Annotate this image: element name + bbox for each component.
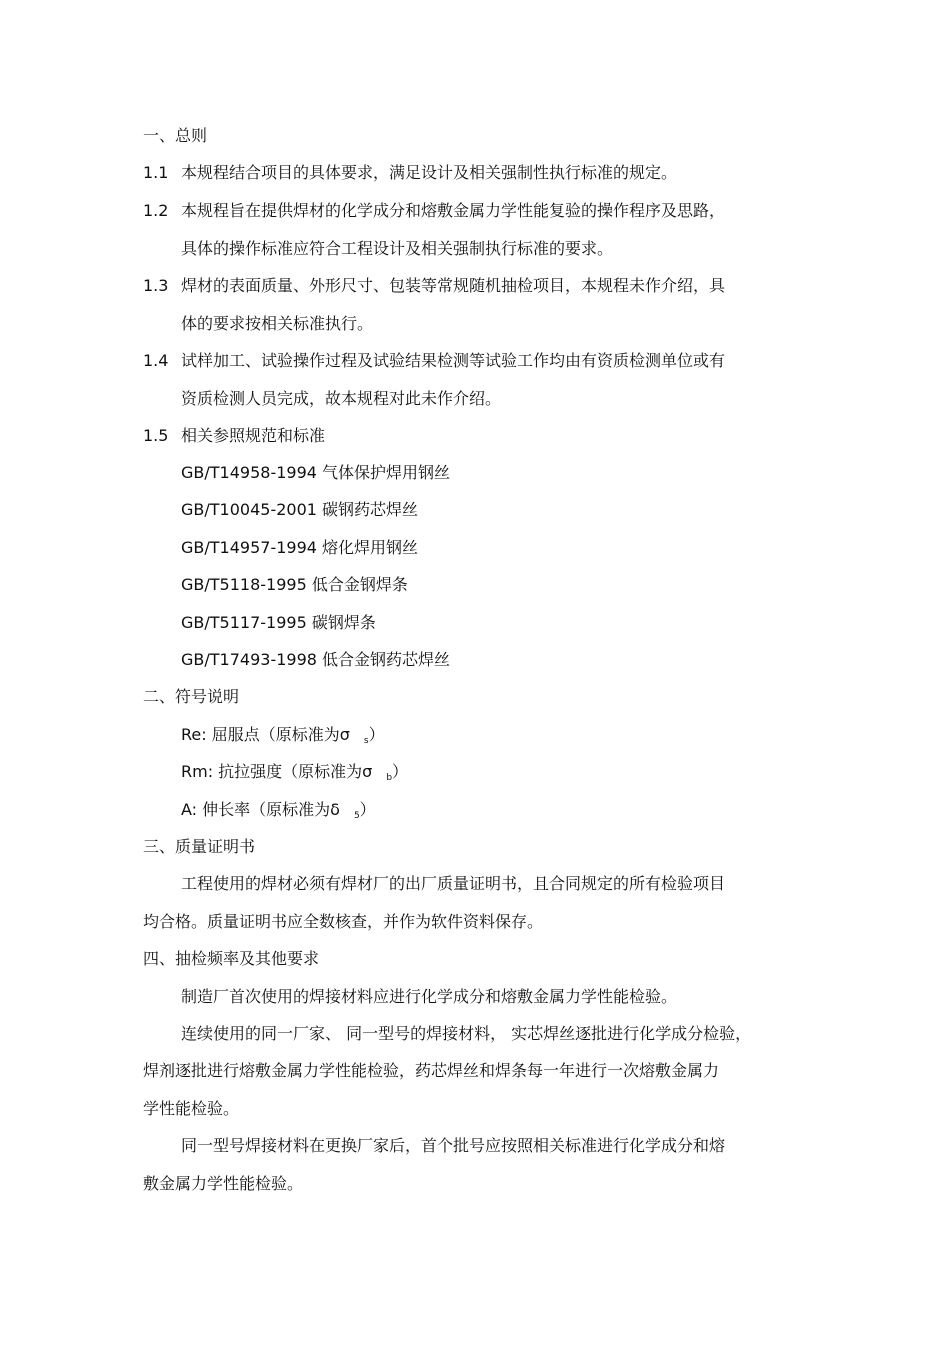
clause-1-2-number: 1.2	[143, 201, 169, 220]
symbol-re-subscript: s	[363, 736, 369, 746]
section-3-paragraph-line1: 工程使用的焊材必须有焊材厂的出厂质量证明书，且合同规定的所有检验项目	[181, 874, 726, 893]
symbol-rm-subscript: b	[386, 773, 393, 783]
clause-1-4-number: 1.4	[143, 351, 169, 370]
clause-1-4-text-line2: 资质检测人员完成，故本规程对此未作介绍。	[181, 389, 502, 408]
clause-1-4-text-line1: 试样加工、试验操作过程及试验结果检测等试验工作均由有资质检测单位或有	[181, 351, 726, 370]
section-3-heading: 三、质量证明书	[143, 837, 256, 856]
symbol-re-text: Re: 屈服点（原标准为σ	[181, 725, 350, 744]
section-4-paragraph-3-line2: 敷金属力学性能检验。	[143, 1174, 304, 1193]
symbol-a	[181, 800, 376, 826]
symbol-rm	[181, 762, 408, 788]
section-4-paragraph-3-line1: 同一型号焊接材料在更换厂家后，首个批号应按照相关标准进行化学成分和熔	[181, 1136, 726, 1155]
clause-1-3-number: 1.3	[143, 276, 169, 295]
section-1-heading: 一、总则	[143, 126, 208, 145]
symbol-a-close: ）	[359, 800, 376, 819]
section-2-heading: 二、符号说明	[143, 687, 240, 706]
symbol-rm-text: Rm: 抗拉强度（原标准为σ	[181, 762, 373, 781]
clause-1-2-text-line2: 具体的操作标准应符合工程设计及相关强制执行标准的要求。	[181, 239, 614, 258]
section-4-paragraph-2-line3: 学性能检验。	[143, 1099, 240, 1118]
symbol-a-text: A: 伸长率（原标准为δ	[181, 800, 340, 819]
symbol-re	[181, 725, 385, 751]
clause-1-2-text-line1: 本规程旨在提供焊材的化学成分和熔敷金属力学性能复验的操作程序及思路，	[181, 201, 726, 220]
symbol-re-close: ）	[368, 725, 385, 744]
symbol-rm-close: ）	[392, 762, 409, 781]
section-4-paragraph-2-line2: 焊剂逐批进行熔敷金属力学性能检验，药芯焊丝和焊条每一年进行一次熔敷金属力	[143, 1061, 720, 1080]
clause-1-3-text-line1: 焊材的表面质量、外形尺寸、包装等常规随机抽检项目，本规程未作介绍，具	[181, 276, 726, 295]
standard-item: GB/T14958-1994 气体保护焊用钢丝	[181, 463, 451, 482]
clause-1-1-text: 本规程结合项目的具体要求，满足设计及相关强制性执行标准的规定。	[181, 163, 678, 182]
clause-1-1-number: 1.1	[143, 163, 169, 182]
standard-item: GB/T5117-1995 碳钢焊条	[181, 613, 376, 632]
standard-item: GB/T5118-1995 低合金钢焊条	[181, 575, 408, 594]
clause-1-5-text: 相关参照规范和标准	[181, 426, 326, 445]
section-3-paragraph-line2: 均合格。质量证明书应全数核查，并作为软件资料保存。	[143, 912, 544, 931]
section-4-heading: 四、抽检频率及其他要求	[143, 949, 320, 968]
clause-1-5-number: 1.5	[143, 426, 169, 445]
section-4-paragraph-1: 制造厂首次使用的焊接材料应进行化学成分和熔敷金属力学性能检验。	[181, 987, 678, 1006]
symbol-a-subscript: 5	[353, 811, 360, 821]
standard-item: GB/T10045-2001 碳钢药芯焊丝	[181, 500, 419, 519]
clause-1-3-text-line2: 体的要求按相关标准执行。	[181, 314, 374, 333]
standard-item: GB/T17493-1998 低合金钢药芯焊丝	[181, 650, 451, 669]
section-4-paragraph-2-line1: 连续使用的同一厂家、 同一型号的焊接材料， 实芯焊丝逐批进行化学成分检验，	[181, 1024, 752, 1043]
standard-item: GB/T14957-1994 熔化焊用钢丝	[181, 538, 419, 557]
